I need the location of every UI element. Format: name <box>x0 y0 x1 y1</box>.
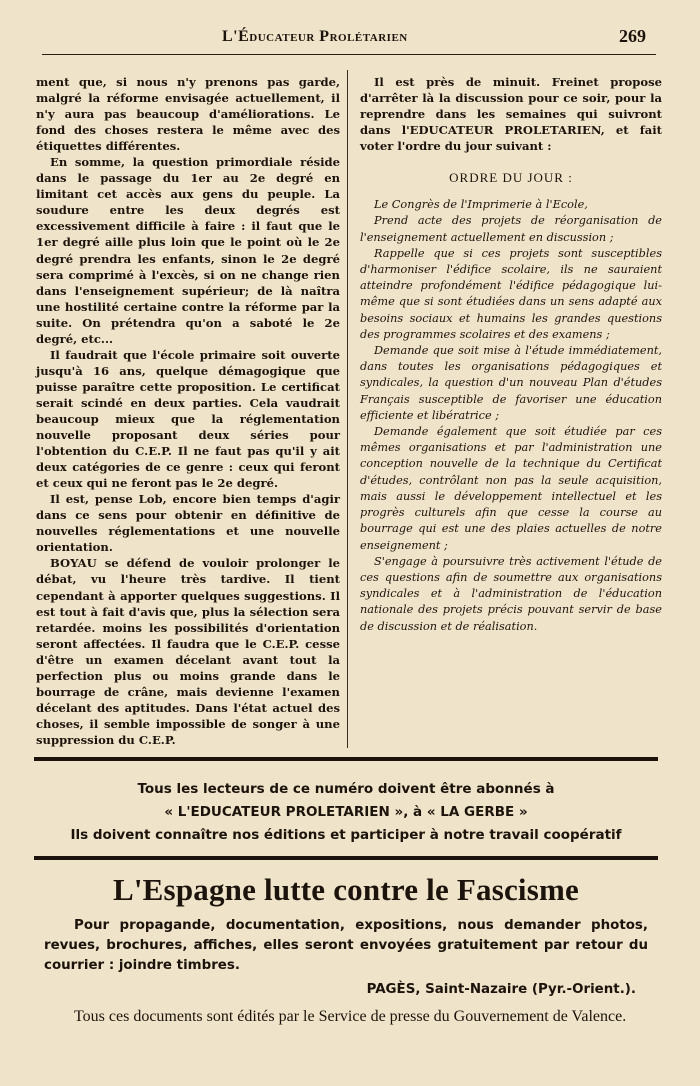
motion-paragraph: Prend acte des projets de réorganisation de l'enseignement actuellement en discussion ; <box>360 214 662 244</box>
motion-paragraph: Rappelle que si ces projets sont susceptibles d'harmoniser l'édifice scolaire, ils ne sauraient atteindre profondément l'édifice pédagogique lui-même que si sont étudiées dans un sens adapté aux besoins sociaux et humains les grandes questions des programmes scolaires et des examens ; <box>360 246 662 341</box>
motion-paragraph: Demande également que soit étudiée par ces mêmes organisations et par l'administration une conception nouvelle de la technique du Certificat d'études, contrôlant non pas la seule acquisition, mais aussi le développement intellectuel et les progrès culturels afin que cesse la course au bourrage qui est une des plaies actuelles de notre enseignement ; <box>360 425 662 552</box>
spain-body: Pour propagande, documentation, expositions, nous demander photos, revues, brochures, affiches, elles seront envoyées gratuitement par retour du courrier : joindre timbres. <box>44 918 648 973</box>
motion-paragraph: Le Congrès de l'Imprimerie à l'Ecole, <box>374 198 588 212</box>
page-header <box>42 24 656 55</box>
paragraph: BOYAU se défend de vouloir prolonger le débat, vu l'heure très tardive. Il tient cependant à apporter quelques suggestions. Il est tout à fait d'avis que, plus la sélection sera retardée. moins les possibilités d'orientation seront affectées. Il faudra que le C.E.P. cesse d'être un examen décelant avant tout la perfection plus ou moins grande dans le bourrage de crâne, mais devienne l'examen décelant des aptitudes. Dans l'état actuel des choses, il semble impossible de songer à une suppression du C.E.P. <box>36 556 340 747</box>
banner-line: Tous les lecteurs de ce numéro doivent être abonnés à <box>137 781 555 797</box>
banner-bottom-rule <box>34 856 658 860</box>
paragraph: ment que, si nous n'y prenons pas garde, malgré la réforme envisagée actuellement, il n'y aura pas beaucoup d'améliorations. Le fond des choses restera le même avec des étiquettes différentes. <box>36 75 340 154</box>
paragraph: Il est près de minuit. Freinet propose d'arrêter là la discussion pour ce soir, pour la reprendre dans les semaines qui suivront dans l'EDUCATEUR PROLETARIEN, et fait voter l'ordre du jour suivant : <box>360 75 662 154</box>
banner-line: Ils doivent connaître nos éditions et participer à notre travail coopératif <box>70 827 622 843</box>
banner-line: « L'EDUCATEUR PROLETARIEN », à « LA GERBE » <box>164 804 528 820</box>
journal-title: L'Éducateur Prolétarien <box>222 28 408 45</box>
motion-paragraph: S'engage à poursuivre très activement l'étude de ces questions afin de soumettre aux organisations syndicales et à l'administration de l'éducation nationale des projets précis pouvant servir de base de discussion et de réalisation. <box>360 554 662 633</box>
page-number: 269 <box>619 26 646 46</box>
ordre-du-jour-title: ORDRE DU JOUR : <box>449 170 573 186</box>
left-column <box>36 74 340 748</box>
motion-paragraph: Demande que soit mise à l'étude immédiatement, dans toutes les organisations pédagogiques et syndicales, la question d'un nouveau Plan d'études Français susceptible de favoriser une éducation efficiente et libératrice ; <box>360 344 662 422</box>
column-divider <box>347 70 348 748</box>
spain-footnote: Tous ces documents sont édités par le Service de presse du Gouvernement de Valence. <box>74 1008 627 1025</box>
right-column <box>360 74 662 635</box>
subscription-banner <box>34 778 658 847</box>
spain-headline: L'Espagne lutte contre le Fascisme <box>112 872 579 907</box>
spain-signature: PAGÈS, Saint-Nazaire (Pyr.-Orient.). <box>366 982 636 997</box>
paragraph: En somme, la question primordiale réside dans le passage du 1er au 2e degré en limitant cet accès aux gens du peuple. La soudure entre les deux degrés est excessivement difficile à faire : il faut que le 1er degré aille plus loin que le point où le 2e degré prendra les enfants, sinon le 2e degré sera comprimé à l'excès, si on ne change rien dans l'enseignement supérieur; de là naîtra une hostilité certaine contre la réforme par la suite. On prétendra qu'on a saboté le 2e degré, etc... <box>36 155 340 346</box>
spain-announcement <box>44 866 648 1027</box>
paragraph: Il faudrait que l'école primaire soit ouverte jusqu'à 16 ans, quelque démagogique que puisse paraître cette proposition. Le certificat serait scindé en deux parties. Cela vaudrait beaucoup mieux que la réglementation nouvelle proposant deux séries pour l'obtention du C.E.P. Il ne faut pas qu'il y ait deux catégories de ce genre : ceux qui feront et ceux qui ne feront pas le 2e degré. <box>36 347 340 491</box>
paragraph: Il est, pense Lob, encore bien temps d'agir dans ce sens pour obtenir en définitive de nouvelles réglementations et une nouvelle orientation. <box>36 492 340 555</box>
banner-top-rule <box>34 757 658 761</box>
